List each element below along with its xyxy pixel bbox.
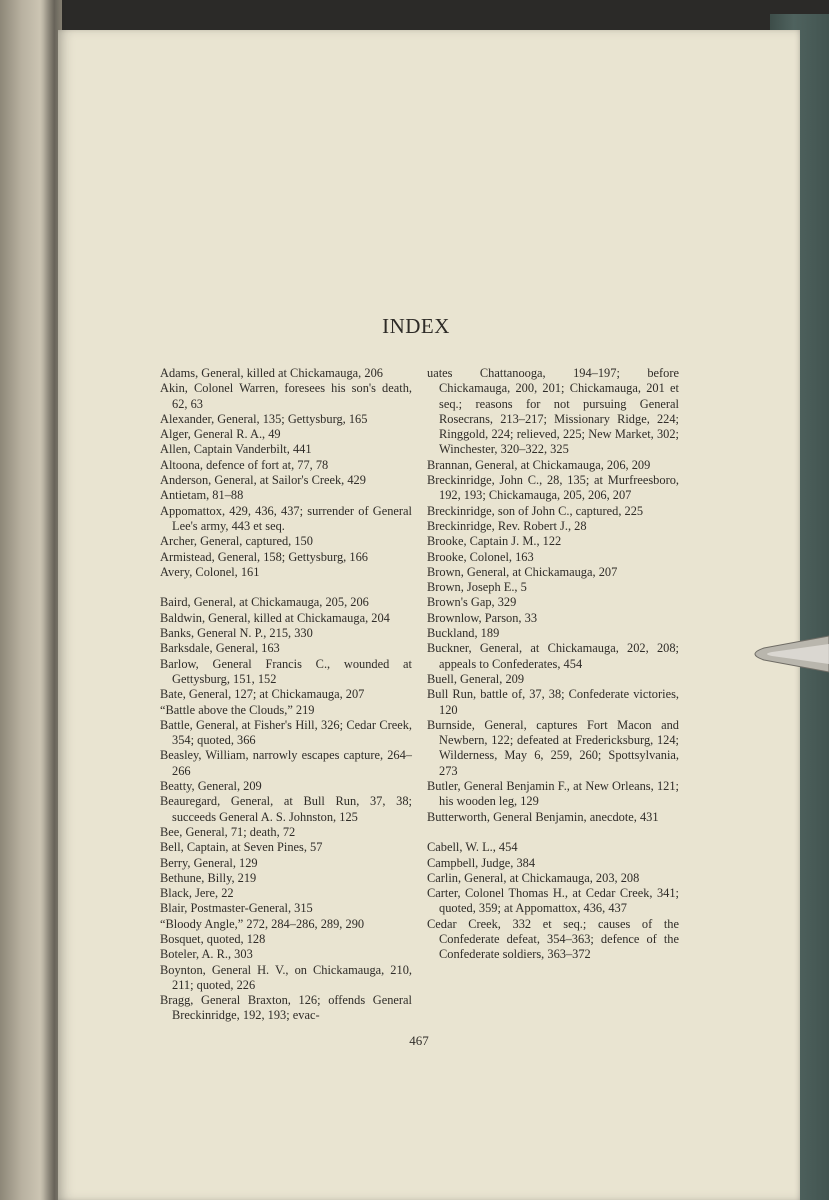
index-entry: Breckinridge, son of John C., captured, 225 (427, 503, 644, 518)
index-entry: Black, Jere, 22 (160, 886, 234, 901)
index-entry: Bragg, General Braxton, 126; offends General Breckinridge, 192, 193; evac- (160, 993, 412, 1023)
index-entry: Akin, Colonel Warren, foresees his son's death, 62, 63 (160, 381, 412, 411)
index-entry: Campbell, Judge, 384 (427, 855, 536, 870)
index-entry: Antietam, 81–88 (160, 488, 244, 503)
index-entry: Banks, General N. P., 215, 330 (160, 626, 313, 641)
index-entry: Burnside, General, captures Fort Macon and Newbern, 122; defeated at Fredericksburg, 124; Wilderness, May 6, 259, 260; Spottsylvania, 273 (427, 717, 679, 778)
index-entry: Beasley, William, narrowly escapes capture, 264–266 (160, 748, 412, 778)
index-entry: Altoona, defence of fort at, 77, 78 (160, 457, 329, 472)
index-entry: Boynton, General H. V., on Chickamauga, 210, 211; quoted, 226 (160, 962, 412, 992)
index-entry: Anderson, General, at Sailor's Creek, 429 (160, 473, 366, 488)
index-entry: Buell, General, 209 (427, 671, 525, 686)
index-entry: Blair, Postmaster-General, 315 (160, 901, 313, 916)
index-entry: “Battle above the Clouds,” 219 (160, 702, 315, 717)
index-entry: Alexander, General, 135; Gettysburg, 165 (160, 411, 368, 426)
index-entry: Brown, Joseph E., 5 (427, 580, 527, 595)
index-entry: Brownlow, Parson, 33 (427, 610, 538, 625)
index-entry: Barksdale, General, 163 (160, 641, 280, 656)
index-entry: Butterworth, General Benjamin, anecdote, 431 (427, 809, 659, 824)
index-entry: Brown's Gap, 329 (427, 595, 517, 610)
index-entry: Berry, General, 129 (160, 855, 258, 870)
index-entry: Bosquet, quoted, 128 (160, 931, 266, 946)
index-entry: Brown, General, at Chickamauga, 207 (427, 564, 618, 579)
index-entry: Buckner, General, at Chickamauga, 202, 208; appeals to Confederates, 454 (427, 641, 679, 671)
index-entry: Bate, General, 127; at Chickamauga, 207 (160, 687, 365, 702)
page-title: INDEX (382, 314, 450, 338)
index-entry: Bell, Captain, at Seven Pines, 57 (160, 840, 323, 855)
index-column-right (427, 366, 679, 963)
index-entry: Bee, General, 71; death, 72 (160, 824, 296, 839)
index-entry: Adams, General, killed at Chickamauga, 206 (160, 366, 383, 380)
index-entry: Armistead, General, 158; Gettysburg, 166 (160, 549, 368, 564)
index-entry: Alger, General R. A., 49 (160, 427, 281, 442)
metal-page-clip (744, 632, 829, 676)
page-number: 467 (409, 1033, 429, 1048)
index-entry: Breckinridge, Rev. Robert J., 28 (427, 518, 587, 533)
index-entry: Barlow, General Francis C., wounded at Gettysburg, 151, 152 (160, 656, 412, 686)
index-entry: “Bloody Angle,” 272, 284–286, 289, 290 (160, 916, 365, 931)
index-entry: Breckinridge, John C., 28, 135; at Murfreesboro, 192, 193; Chickamauga, 205, 206, 207 (427, 473, 679, 503)
index-entry: Allen, Captain Vanderbilt, 441 (160, 442, 312, 457)
index-entry: Baird, General, at Chickamauga, 205, 206 (160, 595, 369, 610)
index-entry: Brooke, Captain J. M., 122 (427, 534, 562, 549)
index-entry: Beauregard, General, at Bull Run, 37, 38; succeeds General A. S. Johnston, 125 (160, 794, 412, 824)
index-entry: Battle, General, at Fisher's Hill, 326; Cedar Creek, 354; quoted, 366 (160, 717, 412, 748)
index-entry: Carter, Colonel Thomas H., at Cedar Creek, 341; quoted, 359; at Appomattox, 436, 437 (427, 886, 679, 916)
index-entry: Boteler, A. R., 303 (160, 947, 253, 962)
index-entry: Baldwin, General, killed at Chickamauga, 204 (160, 610, 390, 625)
index-entry: Appomattox, 429, 436, 437; surrender of General Lee's army, 443 et seq. (160, 503, 412, 533)
index-entry: uates Chattanooga, 194–197; before Chickamauga, 200, 201; Chickamauga, 201 et seq.; reasons for not pursuing General Rosecrans, 213–217; Missionary Ridge, 224; Ringgold, 224; relieved, 225; New Market, 302; Winchester, 320–322, 325 (427, 366, 679, 457)
index-entry: Butler, General Benjamin F., at New Orleans, 121; his wooden leg, 129 (427, 779, 679, 809)
index-entry: Cedar Creek, 332 et seq.; causes of the Confederate defeat, 354–363; defence of the Confederate soldiers, 363–372 (427, 916, 679, 962)
index-entry: Buckland, 189 (427, 626, 500, 641)
index-entry: Beatty, General, 209 (160, 779, 262, 794)
index-entry: Cabell, W. L., 454 (427, 840, 518, 855)
index-column-left (160, 366, 412, 1024)
index-entry: Brannan, General, at Chickamauga, 206, 209 (427, 457, 651, 472)
index-entry: Bull Run, battle of, 37, 38; Confederate victories, 120 (427, 687, 679, 717)
page-clip-icon (744, 632, 829, 676)
letter-group-gap (427, 825, 679, 840)
index-entry: Archer, General, captured, 150 (160, 534, 313, 549)
index-entry: Avery, Colonel, 161 (160, 564, 260, 579)
index-entry: Brooke, Colonel, 163 (427, 549, 534, 564)
index-entry: Bethune, Billy, 219 (160, 870, 257, 885)
index-entry: Carlin, General, at Chickamauga, 203, 208 (427, 870, 640, 885)
letter-group-gap (160, 580, 412, 595)
